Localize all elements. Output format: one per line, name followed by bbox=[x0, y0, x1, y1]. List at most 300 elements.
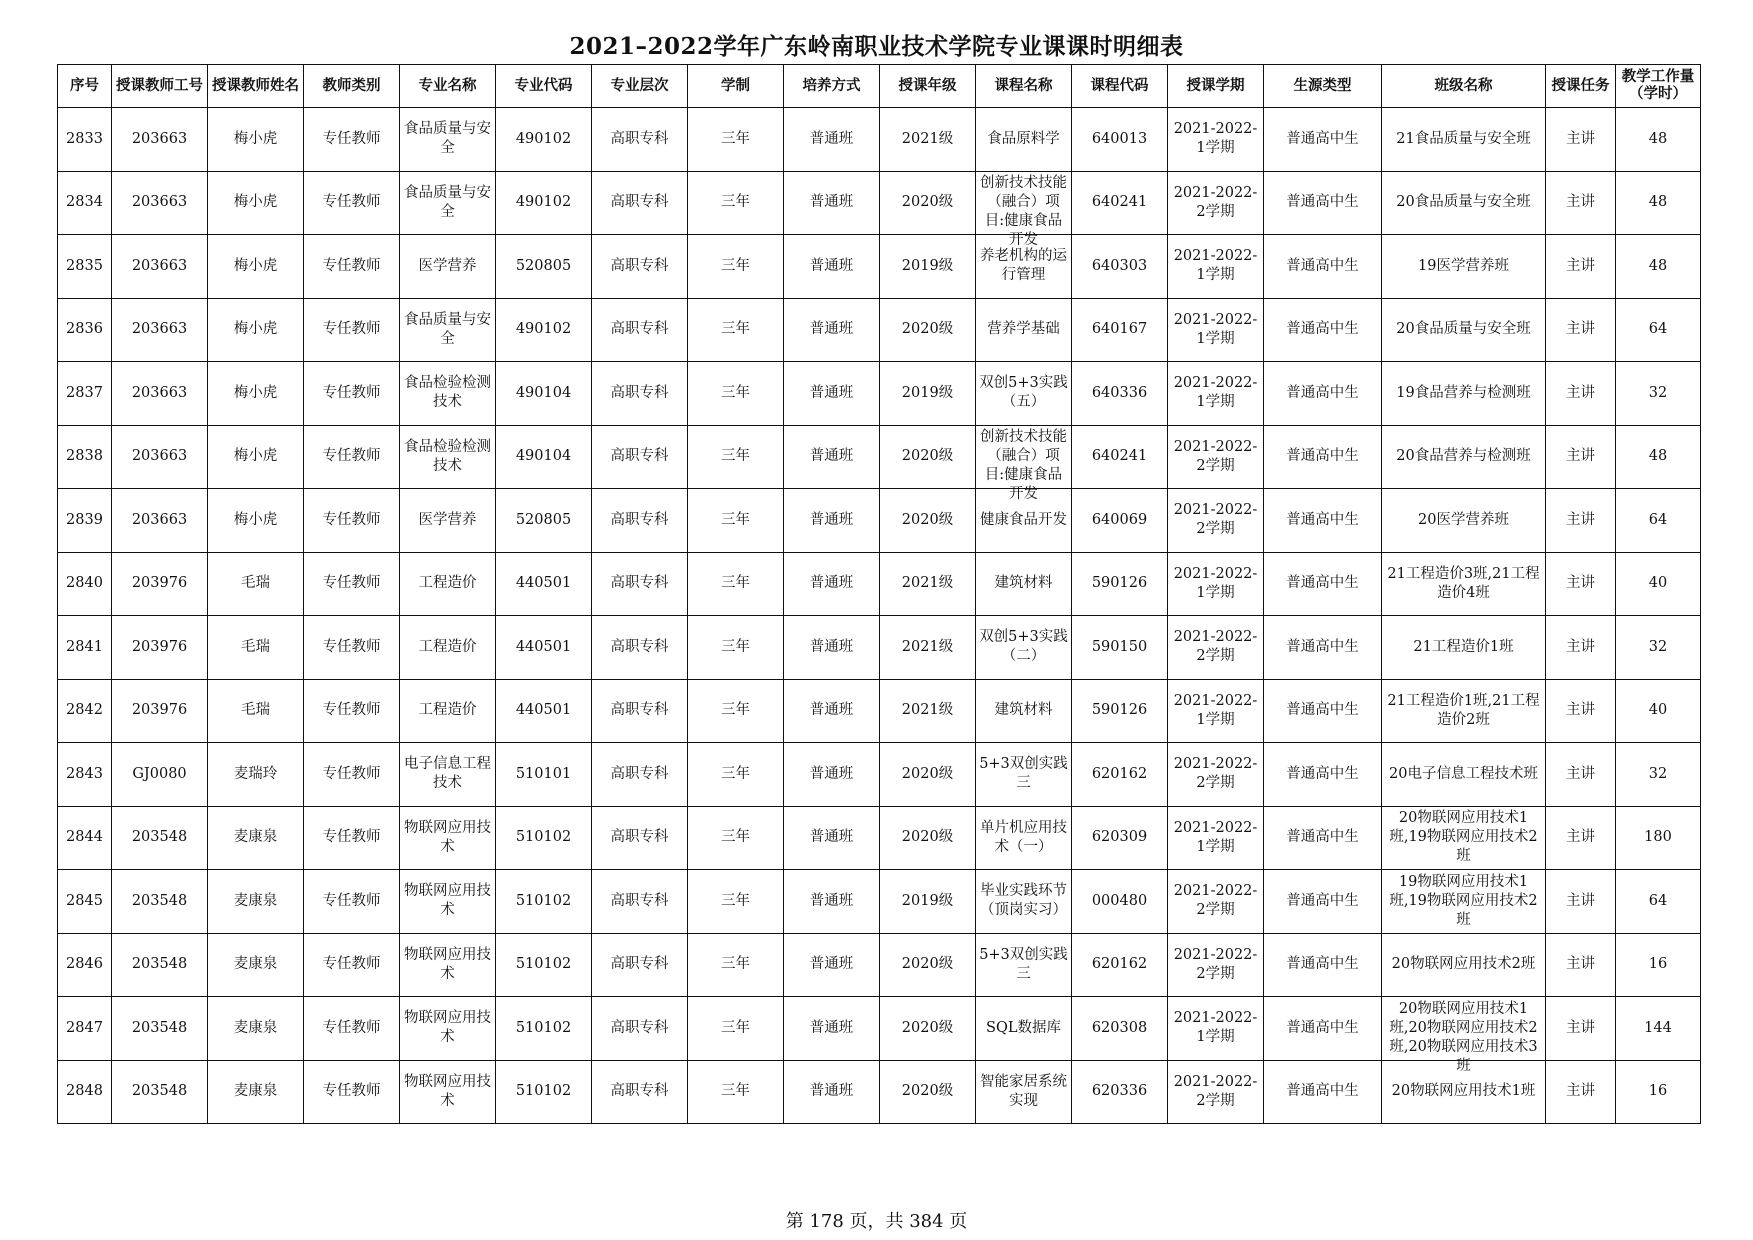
cell-text: 主讲 bbox=[1566, 257, 1595, 274]
cell-col-workload bbox=[1616, 1060, 1701, 1124]
cell-text: 物联网应用技术 bbox=[404, 883, 491, 919]
cell-col-serial bbox=[58, 870, 112, 934]
cell-col-semester bbox=[1168, 616, 1264, 680]
cell-col-training-mode bbox=[784, 806, 880, 870]
cell-col-student-source bbox=[1264, 298, 1382, 362]
cell-text: 640069 bbox=[1091, 511, 1148, 528]
cell-col-class-name bbox=[1382, 997, 1546, 1074]
cell-col-teacher-name bbox=[208, 806, 304, 870]
cell-text: 专任教师 bbox=[322, 1019, 381, 1036]
cell-col-teacher-id bbox=[112, 489, 208, 553]
cell-col-serial bbox=[58, 806, 112, 870]
cell-col-course-code bbox=[1072, 298, 1168, 362]
cell-text: 2843 bbox=[66, 765, 103, 782]
cell-text: 普通班 bbox=[809, 702, 854, 719]
table-row bbox=[58, 806, 1701, 870]
cell-col-serial bbox=[58, 552, 112, 616]
cell-col-grade bbox=[880, 552, 976, 616]
cell-col-grade bbox=[880, 870, 976, 934]
cell-col-serial bbox=[58, 362, 112, 426]
cell-text: 食品质量与安全 bbox=[404, 311, 491, 347]
cell-col-workload bbox=[1616, 679, 1701, 743]
cell-text: 高职专科 bbox=[610, 575, 669, 592]
cell-text: 32 bbox=[1648, 638, 1668, 655]
cell-col-course-name bbox=[976, 425, 1072, 503]
cell-text: 三年 bbox=[721, 511, 750, 528]
cell-col-training-mode bbox=[784, 997, 880, 1061]
cell-col-teacher-name bbox=[208, 870, 304, 934]
cell-col-major-name bbox=[400, 171, 496, 235]
cell-text: 普通高中生 bbox=[1286, 892, 1359, 909]
cell-text: 2020级 bbox=[901, 194, 954, 211]
cell-text: 普通高中生 bbox=[1286, 321, 1359, 338]
cell-text: 490102 bbox=[515, 194, 572, 211]
cell-col-teacher-id bbox=[112, 362, 208, 426]
cell-text: 普通高中生 bbox=[1286, 956, 1359, 973]
cell-text: 203548 bbox=[131, 1083, 188, 1100]
cell-text: 主讲 bbox=[1566, 892, 1595, 909]
cell-col-training-mode bbox=[784, 171, 880, 235]
cell-col-workload bbox=[1616, 108, 1701, 172]
cell-col-teacher-id bbox=[112, 743, 208, 807]
cell-col-major-code bbox=[496, 1060, 592, 1124]
cell-text: 590126 bbox=[1091, 702, 1148, 719]
cell-col-class-name bbox=[1382, 362, 1546, 426]
cell-col-teacher-type bbox=[304, 108, 400, 172]
cell-text: 专任教师 bbox=[322, 638, 381, 655]
cell-col-teacher-id bbox=[112, 235, 208, 299]
cell-text: 2021-2022-2学期 bbox=[1173, 756, 1258, 792]
cell-text: 三年 bbox=[721, 765, 750, 782]
cell-text: 2019级 bbox=[901, 384, 954, 401]
cell-col-training-mode bbox=[784, 362, 880, 426]
cell-col-class-name bbox=[1382, 933, 1546, 997]
cell-col-teacher-id bbox=[112, 933, 208, 997]
cell-col-course-code bbox=[1072, 171, 1168, 235]
cell-text: 普通高中生 bbox=[1286, 765, 1359, 782]
cell-col-duration bbox=[688, 743, 784, 807]
header-col-duration: 学制 bbox=[688, 65, 784, 108]
cell-text: 梅小虎 bbox=[233, 130, 278, 147]
cell-text: 520805 bbox=[515, 511, 572, 528]
cell-col-level bbox=[592, 679, 688, 743]
cell-text: 2021-2022-1学期 bbox=[1173, 692, 1258, 728]
cell-col-workload bbox=[1616, 171, 1701, 235]
cell-col-teacher-type bbox=[304, 806, 400, 870]
cell-text: 2840 bbox=[66, 575, 103, 592]
cell-col-workload bbox=[1616, 489, 1701, 553]
cell-col-serial bbox=[58, 997, 112, 1061]
cell-text: 普通班 bbox=[809, 257, 854, 274]
cell-text: 普通高中生 bbox=[1286, 257, 1359, 274]
cell-col-task bbox=[1546, 806, 1616, 870]
cell-col-workload bbox=[1616, 870, 1701, 934]
cell-text: 5+3双创实践三 bbox=[979, 946, 1068, 982]
cell-text: 203663 bbox=[131, 257, 188, 274]
cell-col-student-source bbox=[1264, 870, 1382, 934]
cell-text: 三年 bbox=[721, 956, 750, 973]
cell-col-major-code bbox=[496, 171, 592, 235]
cell-text: 工程造价 bbox=[418, 702, 477, 719]
cell-text: 203548 bbox=[131, 1019, 188, 1036]
cell-text: 203548 bbox=[131, 956, 188, 973]
cell-text: 普通高中生 bbox=[1286, 1019, 1359, 1036]
cell-col-course-name bbox=[976, 870, 1072, 934]
cell-col-course-code bbox=[1072, 870, 1168, 934]
cell-col-teacher-name bbox=[208, 743, 304, 807]
cell-text: 高职专科 bbox=[610, 511, 669, 528]
cell-col-semester bbox=[1168, 997, 1264, 1061]
cell-col-student-source bbox=[1264, 806, 1382, 870]
cell-col-grade bbox=[880, 489, 976, 553]
cell-text: 2021级 bbox=[901, 638, 954, 655]
cell-col-major-name bbox=[400, 235, 496, 299]
cell-col-duration bbox=[688, 933, 784, 997]
cell-col-training-mode bbox=[784, 933, 880, 997]
cell-text: 毛瑞 bbox=[241, 638, 270, 655]
cell-col-major-name bbox=[400, 679, 496, 743]
cell-col-student-source bbox=[1264, 1060, 1382, 1124]
cell-text: 21工程造价1班 bbox=[1413, 638, 1514, 655]
cell-text: 5+3双创实践三 bbox=[979, 756, 1068, 792]
cell-col-teacher-name bbox=[208, 1060, 304, 1124]
cell-text: 203663 bbox=[131, 130, 188, 147]
cell-text: 20食品质量与安全班 bbox=[1396, 194, 1531, 211]
table-row bbox=[58, 298, 1701, 362]
cell-text: 梅小虎 bbox=[233, 257, 278, 274]
cell-col-major-code bbox=[496, 108, 592, 172]
cell-text: 64 bbox=[1648, 321, 1668, 338]
cell-col-grade bbox=[880, 679, 976, 743]
cell-text: 三年 bbox=[721, 448, 750, 465]
cell-col-workload bbox=[1616, 806, 1701, 870]
cell-col-semester bbox=[1168, 298, 1264, 362]
header-col-task: 授课任务 bbox=[1546, 65, 1616, 108]
cell-text: GJ0080 bbox=[132, 765, 187, 782]
cell-col-student-source bbox=[1264, 679, 1382, 743]
cell-text: 毛瑞 bbox=[241, 575, 270, 592]
cell-text: 普通班 bbox=[809, 130, 854, 147]
cell-col-class-name bbox=[1382, 743, 1546, 807]
cell-text: 203663 bbox=[131, 194, 188, 211]
cell-text: 2020级 bbox=[901, 448, 954, 465]
cell-col-student-source bbox=[1264, 933, 1382, 997]
cell-col-task bbox=[1546, 108, 1616, 172]
cell-col-semester bbox=[1168, 933, 1264, 997]
cell-text: 490102 bbox=[515, 130, 572, 147]
cell-col-teacher-type bbox=[304, 679, 400, 743]
cell-col-serial bbox=[58, 298, 112, 362]
cell-col-class-name bbox=[1382, 108, 1546, 172]
cell-col-class-name bbox=[1382, 425, 1546, 489]
cell-col-grade bbox=[880, 235, 976, 299]
cell-col-level bbox=[592, 108, 688, 172]
cell-text: 麦康泉 bbox=[233, 956, 278, 973]
cell-col-grade bbox=[880, 933, 976, 997]
cell-text: 三年 bbox=[721, 1019, 750, 1036]
cell-col-course-name bbox=[976, 362, 1072, 426]
cell-col-teacher-id bbox=[112, 552, 208, 616]
cell-col-grade bbox=[880, 616, 976, 680]
cell-text: 普通高中生 bbox=[1286, 511, 1359, 528]
cell-col-level bbox=[592, 743, 688, 807]
cell-col-level bbox=[592, 806, 688, 870]
cell-col-student-source bbox=[1264, 171, 1382, 235]
table-row bbox=[58, 870, 1701, 934]
header-col-teacher-name: 授课教师姓名 bbox=[208, 65, 304, 108]
cell-text: 48 bbox=[1648, 448, 1668, 465]
cell-col-duration bbox=[688, 806, 784, 870]
cell-col-semester bbox=[1168, 171, 1264, 235]
cell-text: 普通班 bbox=[809, 448, 854, 465]
cell-col-training-mode bbox=[784, 552, 880, 616]
cell-col-grade bbox=[880, 171, 976, 235]
cell-text: 203548 bbox=[131, 892, 188, 909]
cell-col-major-name bbox=[400, 489, 496, 553]
cell-col-training-mode bbox=[784, 298, 880, 362]
cell-col-task bbox=[1546, 425, 1616, 489]
cell-text: 专任教师 bbox=[322, 1083, 381, 1100]
cell-text: 三年 bbox=[721, 1083, 750, 1100]
cell-text: 2021-2022-2学期 bbox=[1173, 1073, 1258, 1109]
cell-col-duration bbox=[688, 997, 784, 1061]
cell-text: 2021级 bbox=[901, 575, 954, 592]
cell-text: 510102 bbox=[515, 829, 572, 846]
cell-col-teacher-name bbox=[208, 616, 304, 680]
cell-text: 2834 bbox=[66, 194, 103, 211]
cell-text: 高职专科 bbox=[610, 194, 669, 211]
cell-col-level bbox=[592, 362, 688, 426]
cell-text: 2021-2022-2学期 bbox=[1173, 946, 1258, 982]
table-header-row bbox=[58, 65, 1701, 108]
table-row bbox=[58, 997, 1701, 1061]
cell-col-semester bbox=[1168, 108, 1264, 172]
cell-text: 普通高中生 bbox=[1286, 194, 1359, 211]
cell-text: 三年 bbox=[721, 321, 750, 338]
cell-text: 620309 bbox=[1091, 829, 1148, 846]
cell-col-grade bbox=[880, 362, 976, 426]
header-col-major-code: 专业代码 bbox=[496, 65, 592, 108]
cell-col-teacher-name bbox=[208, 997, 304, 1061]
cell-text: 普通高中生 bbox=[1286, 1083, 1359, 1100]
cell-text: 2021-2022-2学期 bbox=[1173, 883, 1258, 919]
cell-text: 专任教师 bbox=[322, 448, 381, 465]
cell-col-semester bbox=[1168, 1060, 1264, 1124]
cell-col-major-code bbox=[496, 489, 592, 553]
cell-text: 510102 bbox=[515, 1083, 572, 1100]
cell-col-class-name bbox=[1382, 679, 1546, 743]
page-title: 2021–2022学年广东岭南职业技术学院专业课课时明细表 bbox=[569, 33, 1184, 60]
cell-col-student-source bbox=[1264, 743, 1382, 807]
cell-text: 建筑材料 bbox=[994, 702, 1053, 719]
cell-col-major-code bbox=[496, 743, 592, 807]
cell-text: 48 bbox=[1648, 194, 1668, 211]
cell-col-teacher-id bbox=[112, 1060, 208, 1124]
cell-text: 48 bbox=[1648, 130, 1668, 147]
cell-text: 主讲 bbox=[1566, 765, 1595, 782]
cell-text: 32 bbox=[1648, 384, 1668, 401]
cell-col-major-name bbox=[400, 997, 496, 1061]
cell-text: 工程造价 bbox=[418, 575, 477, 592]
cell-text: 专任教师 bbox=[322, 765, 381, 782]
cell-col-level bbox=[592, 298, 688, 362]
cell-col-level bbox=[592, 933, 688, 997]
cell-text: 三年 bbox=[721, 384, 750, 401]
cell-col-course-code bbox=[1072, 743, 1168, 807]
cell-text: 梅小虎 bbox=[233, 511, 278, 528]
cell-text: 三年 bbox=[721, 257, 750, 274]
cell-col-semester bbox=[1168, 362, 1264, 426]
cell-text: 智能家居系统实现 bbox=[980, 1073, 1067, 1109]
cell-col-student-source bbox=[1264, 425, 1382, 489]
cell-text: 普通班 bbox=[809, 1083, 854, 1100]
cell-col-teacher-name bbox=[208, 552, 304, 616]
cell-text: 203663 bbox=[131, 321, 188, 338]
cell-text: 食品质量与安全 bbox=[404, 121, 491, 157]
header-col-major-name: 专业名称 bbox=[400, 65, 496, 108]
cell-col-serial bbox=[58, 425, 112, 489]
cell-text: 440501 bbox=[515, 702, 572, 719]
cell-text: 440501 bbox=[515, 638, 572, 655]
cell-col-student-source bbox=[1264, 235, 1382, 299]
cell-col-course-code bbox=[1072, 679, 1168, 743]
cell-col-task bbox=[1546, 171, 1616, 235]
cell-text: 专任教师 bbox=[322, 511, 381, 528]
cell-col-semester bbox=[1168, 489, 1264, 553]
cell-text: 2836 bbox=[66, 321, 103, 338]
cell-col-task bbox=[1546, 870, 1616, 934]
cell-col-major-name bbox=[400, 425, 496, 489]
cell-col-course-code bbox=[1072, 489, 1168, 553]
cell-text: 20物联网应用技术2班 bbox=[1391, 956, 1536, 973]
cell-col-duration bbox=[688, 298, 784, 362]
cell-text: 专任教师 bbox=[322, 384, 381, 401]
cell-text: 203663 bbox=[131, 384, 188, 401]
cell-text: 三年 bbox=[721, 638, 750, 655]
cell-text: 主讲 bbox=[1566, 638, 1595, 655]
cell-text: 640167 bbox=[1091, 321, 1148, 338]
page-footer: 第 178 页，共 384 页 bbox=[785, 1211, 968, 1232]
cell-text: 64 bbox=[1648, 511, 1668, 528]
cell-text: 普通班 bbox=[809, 194, 854, 211]
cell-col-task bbox=[1546, 616, 1616, 680]
cell-text: 490102 bbox=[515, 321, 572, 338]
cell-col-semester bbox=[1168, 552, 1264, 616]
header-col-course-name: 课程名称 bbox=[976, 65, 1072, 108]
cell-col-level bbox=[592, 171, 688, 235]
cell-col-student-source bbox=[1264, 997, 1382, 1061]
cell-text: 创新技术技能（融合）项目:健康食品开发 bbox=[980, 175, 1067, 249]
cell-text: 梅小虎 bbox=[233, 384, 278, 401]
cell-col-teacher-type bbox=[304, 235, 400, 299]
cell-col-major-code bbox=[496, 679, 592, 743]
cell-text: 专任教师 bbox=[322, 892, 381, 909]
cell-col-major-code bbox=[496, 870, 592, 934]
cell-text: 16 bbox=[1648, 956, 1668, 973]
cell-text: 2021-2022-1学期 bbox=[1173, 375, 1258, 411]
cell-text: 普通班 bbox=[809, 511, 854, 528]
cell-col-training-mode bbox=[784, 1060, 880, 1124]
cell-text: 单片机应用技术（一） bbox=[980, 819, 1067, 855]
cell-text: 专任教师 bbox=[322, 956, 381, 973]
cell-col-teacher-name bbox=[208, 425, 304, 489]
cell-col-duration bbox=[688, 425, 784, 489]
cell-text: 2019级 bbox=[901, 892, 954, 909]
cell-text: 2020级 bbox=[901, 1083, 954, 1100]
cell-text: 麦康泉 bbox=[233, 892, 278, 909]
cell-text: 203663 bbox=[131, 448, 188, 465]
cell-text: 麦康泉 bbox=[233, 1019, 278, 1036]
table-row bbox=[58, 743, 1701, 807]
cell-col-level bbox=[592, 235, 688, 299]
table-row bbox=[58, 679, 1701, 743]
cell-col-duration bbox=[688, 235, 784, 299]
table-row bbox=[58, 425, 1701, 489]
cell-text: 2020级 bbox=[901, 1019, 954, 1036]
cell-col-semester bbox=[1168, 806, 1264, 870]
cell-col-course-code bbox=[1072, 425, 1168, 489]
cell-text: 养老机构的运行管理 bbox=[980, 248, 1067, 284]
cell-col-task bbox=[1546, 1060, 1616, 1124]
header-col-teacher-id: 授课教师工号 bbox=[112, 65, 208, 108]
cell-col-workload bbox=[1616, 298, 1701, 362]
cell-col-student-source bbox=[1264, 616, 1382, 680]
cell-col-teacher-type bbox=[304, 425, 400, 489]
cell-text: 21工程造价1班,21工程造价2班 bbox=[1387, 692, 1540, 728]
cell-text: 毕业实践环节（顶岗实习） bbox=[980, 883, 1067, 919]
cell-text: 2020级 bbox=[901, 321, 954, 338]
cell-col-course-name bbox=[976, 1060, 1072, 1124]
cell-text: 144 bbox=[1644, 1019, 1672, 1036]
cell-col-major-name bbox=[400, 1060, 496, 1124]
cell-text: 双创5+3实践（五） bbox=[979, 375, 1068, 411]
cell-col-task bbox=[1546, 679, 1616, 743]
cell-text: 主讲 bbox=[1566, 448, 1595, 465]
cell-col-class-name bbox=[1382, 552, 1546, 616]
cell-text: 高职专科 bbox=[610, 829, 669, 846]
cell-col-class-name bbox=[1382, 298, 1546, 362]
cell-col-duration bbox=[688, 171, 784, 235]
cell-col-semester bbox=[1168, 870, 1264, 934]
cell-col-course-code bbox=[1072, 108, 1168, 172]
cell-text: 620162 bbox=[1091, 956, 1148, 973]
cell-text: 主讲 bbox=[1566, 1083, 1595, 1100]
cell-text: 普通班 bbox=[809, 829, 854, 846]
cell-text: 19物联网应用技术1班,19物联网应用技术2班 bbox=[1389, 873, 1538, 928]
cell-col-duration bbox=[688, 552, 784, 616]
cell-text: 物联网应用技术 bbox=[404, 1073, 491, 1109]
cell-text: 2021-2022-2学期 bbox=[1173, 502, 1258, 538]
table-row bbox=[58, 1060, 1701, 1124]
cell-col-training-mode bbox=[784, 235, 880, 299]
cell-text: 创新技术技能（融合）项目:健康食品开发 bbox=[980, 429, 1067, 503]
cell-text: 20食品质量与安全班 bbox=[1396, 321, 1531, 338]
cell-col-course-code bbox=[1072, 1060, 1168, 1124]
cell-col-workload bbox=[1616, 743, 1701, 807]
cell-text: 2021-2022-1学期 bbox=[1173, 248, 1258, 284]
cell-text: 主讲 bbox=[1566, 511, 1595, 528]
cell-text: 梅小虎 bbox=[233, 321, 278, 338]
cell-col-major-name bbox=[400, 806, 496, 870]
cell-col-workload bbox=[1616, 235, 1701, 299]
cell-col-level bbox=[592, 489, 688, 553]
cell-col-course-name bbox=[976, 616, 1072, 680]
cell-col-teacher-type bbox=[304, 552, 400, 616]
cell-text: 2845 bbox=[66, 892, 103, 909]
cell-text: 590150 bbox=[1091, 638, 1148, 655]
cell-text: 203976 bbox=[131, 702, 188, 719]
cell-col-class-name bbox=[1382, 171, 1546, 235]
